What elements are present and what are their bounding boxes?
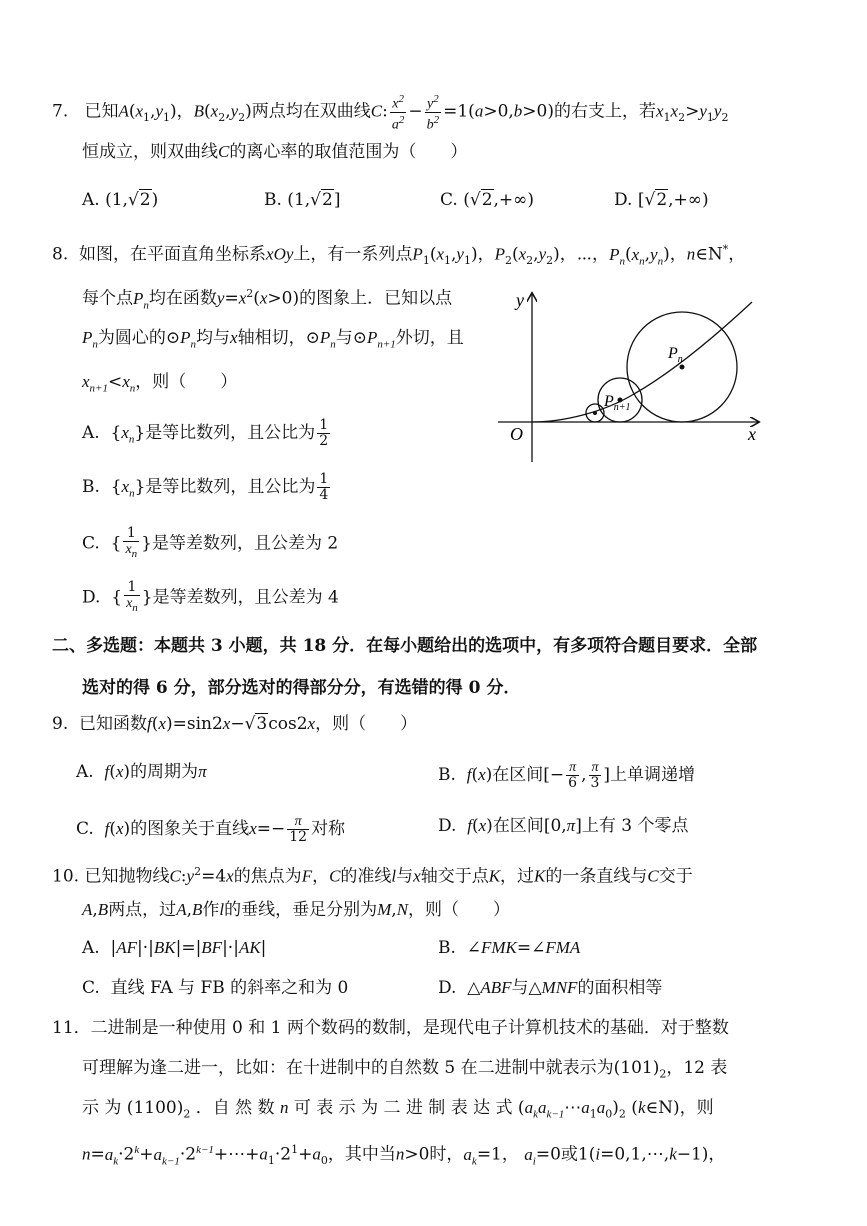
q8-text: 为圆心的 xyxy=(97,328,166,348)
q11-text: 或 xyxy=(560,1144,578,1165)
q10-text: ，则（ ） xyxy=(408,900,511,920)
q8-text: ，则（ ） xyxy=(135,372,238,392)
q8-text: 是等差数列，且公差为 2 xyxy=(151,533,339,554)
q11-text: 可 表 示 为 二 进 制 表 达 式 xyxy=(293,1098,513,1118)
q8-text: 是等比数列，且公比为 xyxy=(145,423,316,443)
q10-text: 的焦点为 xyxy=(233,866,302,887)
q10-text: 轴交于点 xyxy=(420,866,489,887)
q10-text: 的垂线，垂足分别为 xyxy=(224,900,378,920)
q10-number: 10. xyxy=(52,866,80,887)
q8-text: 轴相切， xyxy=(237,328,306,348)
q7-line-1: 7. 已知$A(x_1,y_1)$，$B(x_2,y_2)$两点均在双曲线C: $\frac{x^2}{a^2}$ − $\frac{y^2}{b^2}$ =1(a>0,b>0)的右支上，若$x_1x_2>y_1y_2$ xyxy=(52,93,729,133)
q9-text: 已知函数 xyxy=(79,714,148,734)
q10-text: 作 xyxy=(202,900,220,920)
q7-text: 已知 xyxy=(84,101,119,122)
q10-text: 交于 xyxy=(658,866,693,887)
q10-line-1: 10. 已知抛物线$C:y^2=4x$的焦点为F，C的准线l与x轴交于点K，过K的一条直线与C交于 xyxy=(52,865,693,887)
x-axis-label: x xyxy=(748,424,756,444)
q7-option-d: D. [√2,+∞) xyxy=(614,190,709,210)
q10-text: 与 xyxy=(511,978,529,998)
q8-option-c: C. { $\frac{1}{x_n}$ }是等差数列，且公差为 2 xyxy=(82,525,339,560)
q9-number: 9. xyxy=(52,714,69,734)
q11-line-3: 示 为 $(1100)_2$ ．自 然 数 n 可 表 示 为 二 进 制 表 达 式 $(a_ka_{k-1}\cdots a_1a_0)_2$ (k∈N)，则 xyxy=(82,1098,714,1121)
q10-option-a: A. |AF|·|BK|=|BF|·|AK| xyxy=(82,938,267,958)
q10-text: 直线 FA 与 FB 的斜率之和为 0 xyxy=(110,978,349,998)
q8-line-2: 每个点$P_n$均在函数$y=x^2(x>0)$的图象上．已知以点 xyxy=(82,287,453,312)
point-pn xyxy=(680,365,685,370)
q11-text: ，其中当 xyxy=(327,1144,396,1165)
q7-number: 7. xyxy=(52,101,69,122)
q9-option-b: B. f(x)在区间[− $\frac{\pi}{6}$ , $\frac{\pi}{3}$ ]上单调递增 xyxy=(438,760,696,791)
q9-text: 在区间 xyxy=(492,765,544,785)
q8-text: 上，有一系列点 xyxy=(293,244,413,265)
section2-title-2: 选对的得 6 分，部分选对的得部分分，有选错的得 0 分． xyxy=(82,678,521,698)
q9-text: 对称 xyxy=(311,819,346,839)
q11-line-1 xyxy=(52,1016,729,1040)
q8-line-4: $x_{n+1}<x_n$，则（ ） xyxy=(82,372,238,395)
option-label: C. xyxy=(440,190,458,210)
q8-text: 与 xyxy=(335,328,353,348)
q9-text: 的周期为 xyxy=(130,762,199,782)
q7-text: 恒成立，则双曲线 xyxy=(82,142,218,162)
q7-line-2: 恒成立，则双曲线C的离心率的取值范围为（ ） xyxy=(82,142,468,162)
q9-text: 上单调递增 xyxy=(610,765,696,785)
q8-text: 均在函数 xyxy=(148,288,217,309)
q9-text: 上有 3 个零点 xyxy=(581,816,689,836)
q9-option-c: C. f(x)的图象关于直线x=− $\frac{\pi}{12}$ 对称 xyxy=(76,814,346,845)
q8-text: 每个点 xyxy=(82,288,133,309)
option-label: A. xyxy=(82,190,100,210)
q10-line-2: A,B两点，过A,B作l的垂线，垂足分别为M,N，则（ ） xyxy=(82,900,511,920)
q11-text: ，则 xyxy=(679,1098,714,1118)
q8-text: 的图象上．已知以点 xyxy=(299,288,453,309)
q10-text: 两点，过 xyxy=(108,900,177,920)
q8-text: 均与 xyxy=(196,328,231,348)
origin-label: O xyxy=(510,424,523,444)
section2-title-1: 二、多选题：本题共 3 小题，共 18 分．在每小题给出的选项中，有多项符合题目要求．全部 xyxy=(52,636,758,656)
q11-text: 二进制是一种使用 0 和 1 两个数码的数制，是现代电子计算机技术的基础．对于整数 xyxy=(90,1018,729,1038)
q10-text: 与 xyxy=(396,866,414,887)
q9-text: 的图象关于直线 xyxy=(130,819,250,839)
q7-option-b: B. (1,√2] xyxy=(264,190,341,210)
option-label: D. xyxy=(614,190,633,210)
q11-text: 可理解为逢二进一，比如：在十进制中的自然数 5 在二进制中就表示为 xyxy=(82,1058,614,1078)
q8-text: 是等差数列，且公差为 4 xyxy=(152,587,339,608)
q8-option-d: D. { $\frac{1}{x_n}$ }是等差数列，且公差为 4 xyxy=(82,579,339,614)
point-small xyxy=(593,411,597,415)
q10-text: 的一条直线与 xyxy=(545,866,648,887)
q9-option-a: A. f(x)的周期为π xyxy=(76,762,207,782)
q11-text: ．自 然 数 xyxy=(195,1098,275,1118)
q11-text: 示 为 xyxy=(82,1098,122,1118)
q8-number: 8. xyxy=(52,244,69,265)
option-label: B. xyxy=(264,190,282,210)
q10-text: 已知抛物线 xyxy=(84,866,170,887)
q7-text: 两点均在双曲线 xyxy=(251,101,371,122)
q9-text: 在区间 xyxy=(492,816,544,836)
q9-option-d: D. f(x)在区间[0,π]上有 3 个零点 xyxy=(438,816,689,836)
q8-figure xyxy=(494,282,774,472)
q7-option-c: C. (√2,+∞) xyxy=(440,190,534,210)
pn-label: $P_n$ xyxy=(668,345,683,365)
q8-option-a: A. $\{x_n\}$是等比数列，且公比为 $\frac{1}{2}$ xyxy=(82,417,329,449)
q8-text: 如图，在平面直角坐标系 xyxy=(79,244,267,265)
q7-text: 的离心率的取值范围为（ ） xyxy=(229,142,468,162)
q10-text: ，过 xyxy=(500,866,535,887)
q11-number: 11． xyxy=(52,1018,91,1038)
q11-text: 时， xyxy=(429,1144,464,1165)
q8-text: 外切，且 xyxy=(395,328,464,348)
q8-line-1: 8. 如图，在平面直角坐标系xOy上，有一系列点$P_1(x_1,y_1)$，$P_2(x_2,y_2)$，⋯，$P_n(x_n,y_n)$，n∈N*， xyxy=(52,243,746,268)
y-axis-label: y xyxy=(516,290,524,310)
q7-text: 的右支上，若 xyxy=(554,101,656,122)
q7-option-a: A. (1,√2) xyxy=(82,190,159,210)
q10-text: 的准线 xyxy=(340,866,392,887)
q9-line-1: 9. 已知函数f(x)=sin2x−√3cos2x，则（ ） xyxy=(52,714,418,734)
q8-text: 是等比数列，且公比为 xyxy=(145,477,316,497)
q9-text: ，则（ ） xyxy=(315,714,418,734)
q11-line-2: 可理解为逢二进一，比如：在十进制中的自然数 5 在二进制中就表示为$(101)_2$，12 表 xyxy=(82,1058,728,1081)
q8-line-3: $P_n$为圆心的$⊙P_n$均与x轴相切，$⊙P_n$与$⊙P_{n+1}$外切，且 xyxy=(82,328,464,351)
q8-option-b: B. $\{x_n\}$是等比数列，且公比为 $\frac{1}{4}$ xyxy=(82,471,329,503)
q10-option-c: C. 直线 FA 与 FB 的斜率之和为 0 xyxy=(82,978,349,998)
q10-option-b: B. ∠FMK=∠FMA xyxy=(438,938,581,958)
pn1-label: $P_{n+1}$ xyxy=(604,393,631,413)
q11-line-4: $n=a_k\cdot 2^k+a_{k-1}\cdot 2^{k-1}+\cdots+a_1\cdot 2^1+a_0$，其中当n>0时，$a_k=1$， $a_i=0$或1(i=0,1,⋯,k−1)， xyxy=(82,1143,726,1168)
q11-text: ，12 表 xyxy=(666,1058,728,1078)
q10-option-d: D. △ABF与△MNF的面积相等 xyxy=(438,978,663,998)
q10-text: 的面积相等 xyxy=(577,978,663,998)
